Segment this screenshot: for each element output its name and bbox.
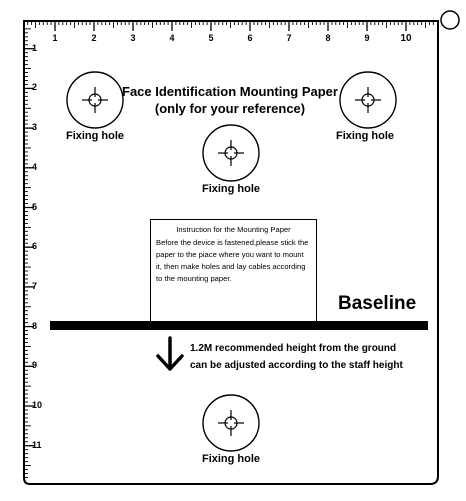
ruler-number: 1 <box>52 33 58 43</box>
fixing-hole-label: Fixing hole <box>201 453 261 465</box>
ruler-number: 10 <box>400 33 412 44</box>
ruler-number: 2 <box>32 82 38 93</box>
ruler-number: 5 <box>32 201 38 212</box>
ruler-number: 8 <box>325 33 331 43</box>
crosshair-icon <box>218 410 244 436</box>
page-title: Face Identification Mounting Paper <box>122 84 338 99</box>
fixing-hole-top-right <box>340 72 396 128</box>
hang-hole-icon <box>441 11 459 29</box>
ruler-number: 9 <box>364 33 370 43</box>
crosshair-icon <box>355 87 381 113</box>
instruction-body: Before the device is fastened,please stick the paper to the piace where you want to mount it, then make holes and lay cables according to the mounting paper. <box>156 238 309 283</box>
fixing-hole-bottom <box>203 395 259 451</box>
top-ruler <box>28 21 434 31</box>
page-subtitle: (only for your reference) <box>154 101 306 116</box>
instruction-box <box>150 219 317 328</box>
ruler-number: 3 <box>32 122 38 133</box>
down-arrow-icon <box>158 338 182 369</box>
recommendation-line-2: can be adjusted according to the staff height <box>190 360 403 371</box>
ruler-number: 7 <box>32 280 38 291</box>
height-recommendation <box>190 340 403 374</box>
left-ruler <box>24 29 34 478</box>
fixing-hole-label: Fixing hole <box>201 183 261 195</box>
ruler-number: 3 <box>130 33 136 43</box>
fixing-hole-label: Fixing hole <box>65 130 125 142</box>
recommendation-line-1: 1.2M recommended height from the ground <box>190 343 397 354</box>
fixing-hole-center <box>203 125 259 181</box>
fixing-hole-label: Fixing hole <box>335 130 395 142</box>
ruler-number: 2 <box>91 33 97 43</box>
instruction-heading: Instruction for the Mounting Paper <box>176 225 291 234</box>
ruler-number: 6 <box>32 241 38 252</box>
crosshair-icon <box>82 87 108 113</box>
ruler-number: 4 <box>169 33 175 43</box>
ruler-number: 5 <box>208 33 214 43</box>
crosshair-icon <box>218 140 244 166</box>
baseline-label: Baseline <box>338 293 417 314</box>
ruler-number: 8 <box>32 320 38 331</box>
ruler-number: 4 <box>32 161 38 172</box>
ruler-number: 10 <box>32 400 43 410</box>
ruler-number: 7 <box>286 33 292 43</box>
ruler-number: 6 <box>247 33 253 43</box>
ruler-number: 11 <box>32 439 42 450</box>
ruler-number: 1 <box>32 42 38 53</box>
ruler-number: 9 <box>32 360 38 371</box>
